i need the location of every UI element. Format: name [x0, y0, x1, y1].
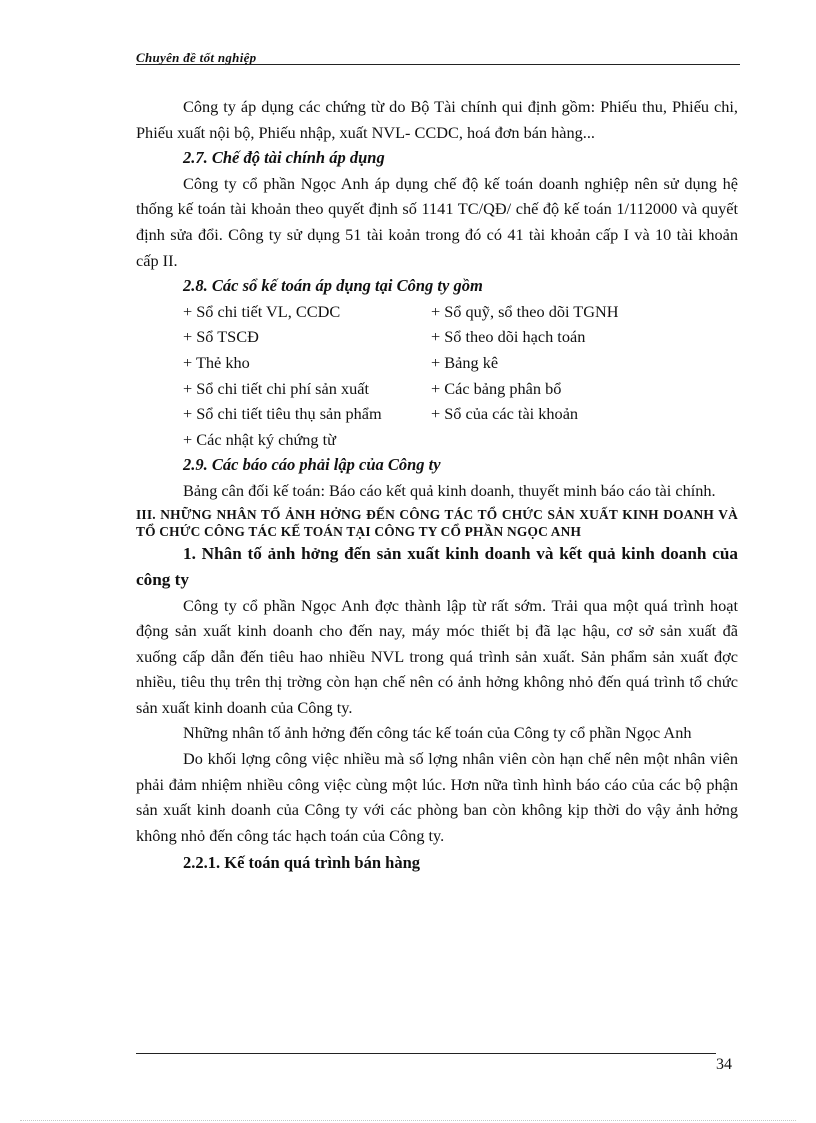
- list-item: + Thẻ kho: [183, 352, 250, 372]
- list-item: [431, 427, 761, 453]
- paragraph-reports: Bảng cân đối kế toán: Báo cáo kết quả kinh doanh, thuyết minh báo cáo tài chính.: [183, 480, 716, 500]
- header-rule: [136, 64, 740, 65]
- page-edge-divider: [20, 1120, 796, 1121]
- heading-factor-1: 1. Nhân tố ảnh hởng đến sản xuất kinh doanh và kết quả kinh doanh của công ty: [136, 543, 738, 589]
- list-item: + Sổ chi tiết VL, CCDC: [183, 301, 341, 321]
- paragraph-accounting-regime: Công ty cổ phần Ngọc Anh áp dụng chế độ kế toán doanh nghiệp nên sử dụng hệ thống kế toán tài khoản theo quyết định số 1141 TC/QĐ/ chế độ kế toán 1/112000 và quyết định sửa đổi. Công ty sử dụng 51 tài koản trong đó có 41 tài khoản cấp I và 10 tài khoản cấp II.: [136, 173, 738, 270]
- heading-2-8: 2.8. Các sổ kế toán áp dụng tại Công ty gồm: [183, 276, 483, 296]
- list-item: + Bảng kê: [431, 352, 499, 372]
- paragraph-factors-accounting: Những nhân tố ảnh hởng đến công tác kế toán của Công ty cổ phần Ngọc Anh: [183, 723, 692, 743]
- section-heading-iii: III. NHỮNG NHÂN TỐ ẢNH HỞNG ĐẾN CÔNG TÁC TỔ CHỨC SẢN XUẤT KINH DOANH VÀ TỔ CHỨC CÔNG TÁC KẾ TOÁN TẠI CÔNG TY CỔ PHẦN NGỌC ANH: [136, 506, 738, 539]
- list-item: + Sổ chi tiết chi phí sản xuất: [183, 378, 369, 398]
- page-number: 34: [716, 1056, 732, 1073]
- list-item: + Sổ chi tiết tiêu thụ sản phẩm: [183, 404, 382, 424]
- heading-2-7: 2.7. Chế độ tài chính áp dụng: [183, 148, 385, 168]
- list-item: + Sổ của các tài khoản: [431, 404, 579, 424]
- heading-2-9: 2.9. Các báo cáo phải lập của Công ty: [183, 455, 441, 475]
- list-item: + Các nhật ký chứng từ: [183, 429, 336, 449]
- accounting-books-list: [136, 299, 738, 453]
- main-content: [136, 94, 738, 878]
- heading-2-2-1: 2.2.1. Kế toán quá trình bán hàng: [183, 853, 421, 873]
- list-item: + Sổ TSCĐ: [183, 327, 259, 347]
- list-item: + Sổ quỹ, sổ theo dõi TGNH: [431, 301, 619, 321]
- list-item: + Sổ theo dõi hạch toán: [431, 327, 586, 347]
- footer-rule: [136, 1053, 716, 1054]
- paragraph-workload: Do khối lợng công việc nhiều mà số lợng nhân viên còn hạn chế nên một nhân viên phải đảm nhiệm nhiều công việc cùng một lúc. Hơn nữa tình hình báo cáo của các bộ phận sản xuất kinh doanh của Công ty với các phòng ban còn không kịp thời do vậy ảnh hởng không nhỏ đến công tác hạch toán của Công ty.: [136, 749, 738, 845]
- header-title: Chuyên đề tốt nghiệp: [136, 50, 257, 65]
- paragraph-company-history: Công ty cổ phần Ngọc Anh đợc thành lập từ rất sớm. Trải qua một quá trình hoạt động sản xuất kinh doanh cho đến nay, máy móc thiết bị đã lạc hậu, cơ sở sản xuất đã xuống cấp dẫn đến tiêu hao nhiều NVL trong quá trình sản xuất. Sản phẩm sản xuất đợc nhiều, tiêu thụ trên thị trờng còn hạn chế nên có ảnh hởng không nhỏ đến quá trình tổ chức sản xuất kinh doanh của Công ty.: [136, 595, 738, 717]
- paragraph-documents: Công ty áp dụng các chứng từ do Bộ Tài chính qui định gồm: Phiếu thu, Phiếu chi, Phiếu xuất nội bộ, Phiếu nhập, xuất NVL- CCDC, hoá đơn bán hàng...: [136, 97, 738, 142]
- list-item: + Các bảng phân bổ: [431, 378, 562, 398]
